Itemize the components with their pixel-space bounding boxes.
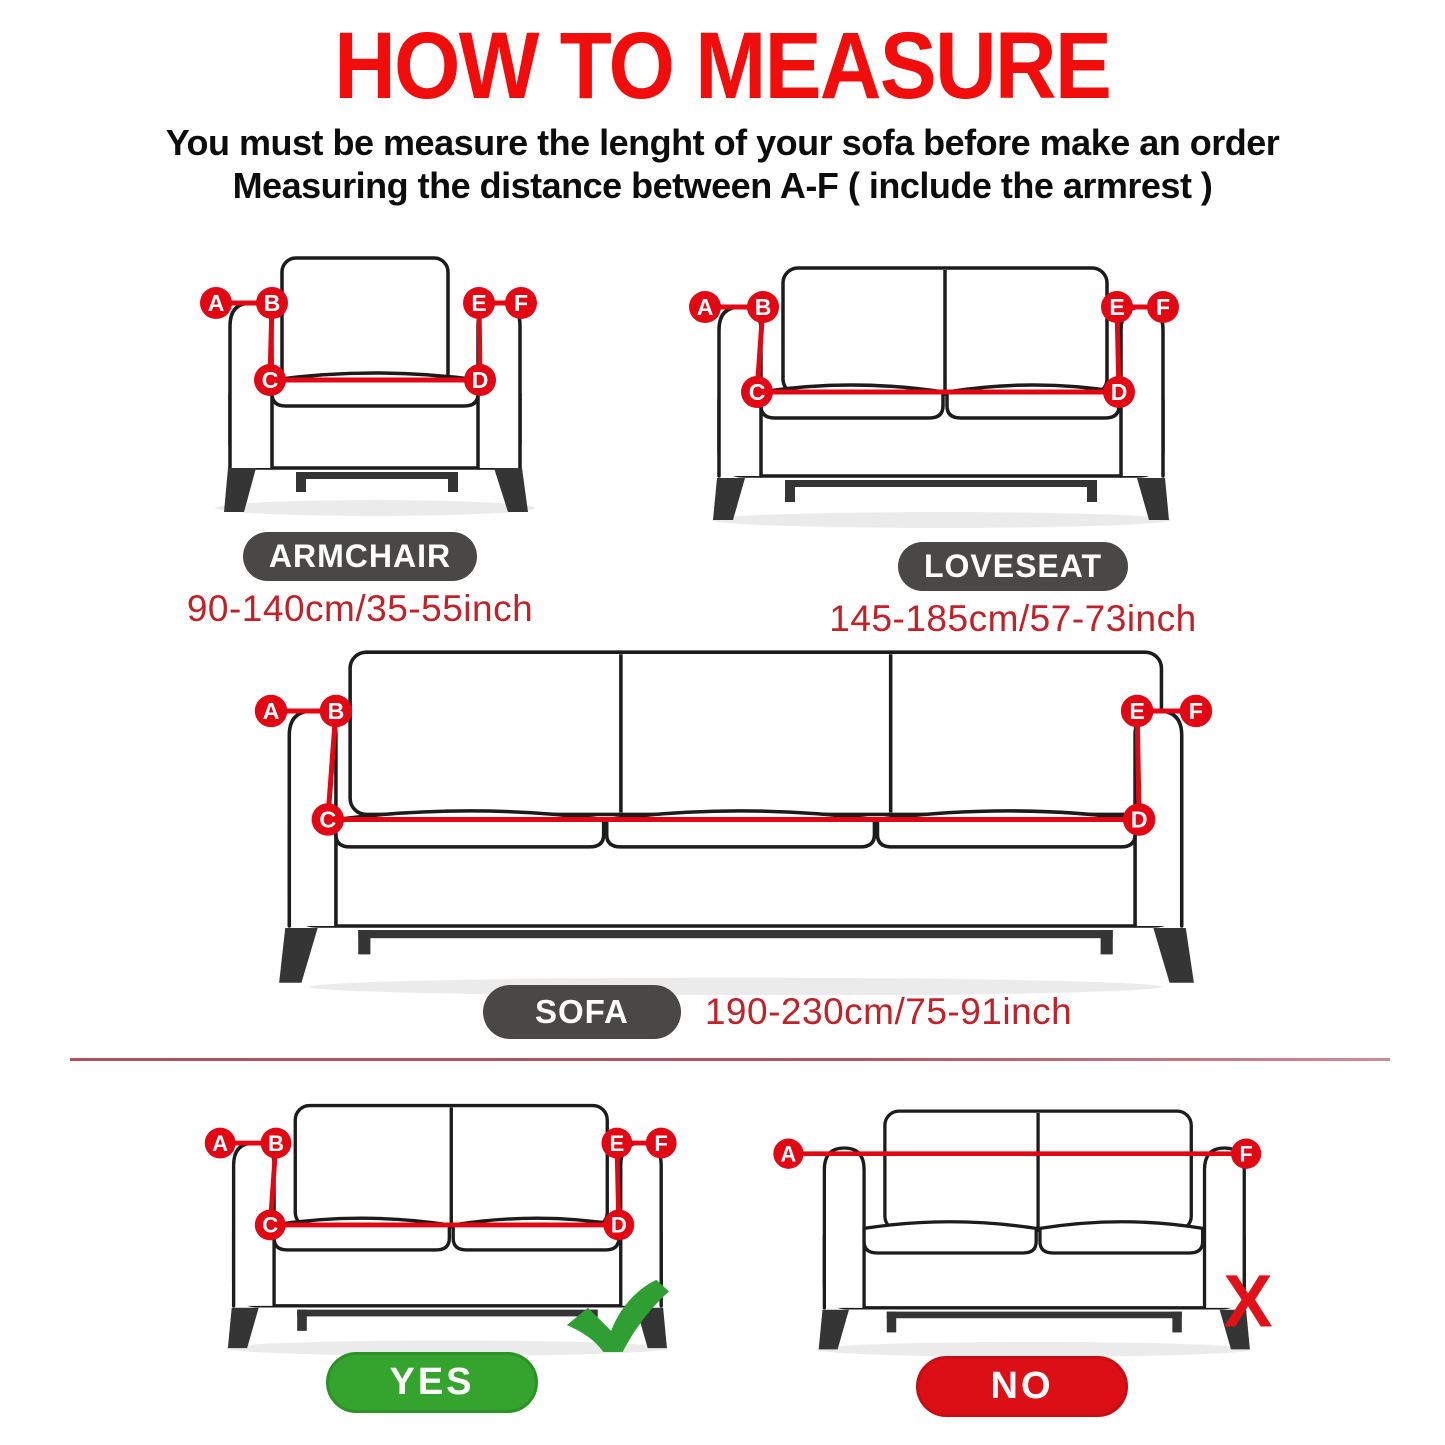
measure-point-a [200,287,232,319]
armchair-size-range: 90-140cm/35-55inch [186,588,534,629]
measure-point-c [255,1210,286,1241]
svg-text:A: A [207,290,225,316]
svg-text:B: B [268,1130,284,1156]
svg-text:E: E [1109,294,1125,320]
sofa-size-range: 190-230cm/75-91inch [704,991,1073,1032]
svg-text:E: E [1129,698,1145,725]
armchair-diagram [150,246,570,518]
measure-point-d [1103,376,1135,408]
measure-point-f [1231,1139,1261,1169]
section-divider [70,1058,1390,1061]
svg-text:C: C [261,367,279,393]
measure-point-e [1121,695,1153,727]
loveseat-caption [743,542,1283,640]
cross-icon: X [1223,1259,1273,1343]
measure-point-e [601,1128,632,1159]
sofa-caption [483,985,1278,1039]
svg-text:A: A [780,1141,797,1167]
svg-text:D: D [1130,806,1148,833]
svg-text:F: F [513,290,529,316]
wrong-measure-example [752,1096,1292,1426]
measure-point-d [603,1210,634,1241]
svg-text:A: A [696,294,714,320]
svg-text:F: F [654,1130,668,1156]
svg-text:D: D [471,367,489,393]
measure-point-a [205,1128,236,1159]
armchair-figure [150,246,570,630]
page-title-text: HOW TO MEASURE [334,13,1111,119]
svg-text:F: F [1188,698,1204,725]
svg-text:F: F [1239,1141,1253,1167]
measure-point-f [1147,291,1179,323]
loveseat-diagram [655,252,1195,528]
svg-text:B: B [263,290,281,316]
measure-point-b [261,1128,292,1159]
sofa-figure [198,642,1278,1039]
measure-point-c [741,376,773,408]
measure-point-b [747,291,779,323]
svg-text:E: E [471,290,487,316]
measure-point-c [312,803,344,835]
loveseat-size-range: 145-185cm/57-73inch [829,598,1197,639]
measure-point-a [689,291,721,323]
subtitle-line-2: Measuring the distance between A-F ( include the armrest ) [232,165,1213,207]
loveseat-figure [655,252,1195,640]
yes-loveseat-diagram [172,1090,692,1356]
svg-text:F: F [1155,294,1171,320]
measure-point-b [256,287,288,319]
subtitle-line-1: You must be measure the lenght of your sofa before make an order [165,122,1280,163]
measure-point-d [1123,803,1155,835]
loveseat-outline [817,1111,1252,1357]
svg-text:C: C [319,806,337,833]
sofa-outline [279,652,1194,995]
measure-point-f [505,287,537,319]
svg-text:A: A [262,698,280,725]
measure-point-d [464,364,496,396]
svg-text:D: D [1110,379,1128,405]
no-loveseat-diagram [752,1096,1292,1357]
armchair-label-pill: ARMCHAIR [243,532,477,581]
svg-text:C: C [262,1212,279,1238]
svg-text:E: E [609,1130,625,1156]
page-subtitle [0,121,1445,207]
sofa-diagram [198,642,1273,995]
svg-text:B: B [754,294,772,320]
page-title [0,12,1445,121]
no-pill: NO [916,1356,1128,1417]
svg-text:C: C [748,379,766,405]
measure-point-f [1180,695,1212,727]
loveseat-label-pill: LOVESEAT [898,542,1128,591]
sofa-label-pill: SOFA [483,985,681,1039]
svg-text:A: A [212,1130,229,1156]
measure-point-f [646,1128,677,1159]
svg-text:D: D [610,1212,627,1238]
measure-point-a [255,695,287,727]
measure-point-e [463,287,495,319]
measure-point-c [254,364,286,396]
measure-point-b [320,695,352,727]
yes-pill: YES [326,1352,538,1413]
svg-text:B: B [327,698,345,725]
measure-point-e [1101,291,1133,323]
correct-measure-example [172,1090,692,1420]
measure-point-a [773,1139,803,1169]
armchair-caption [150,532,570,630]
